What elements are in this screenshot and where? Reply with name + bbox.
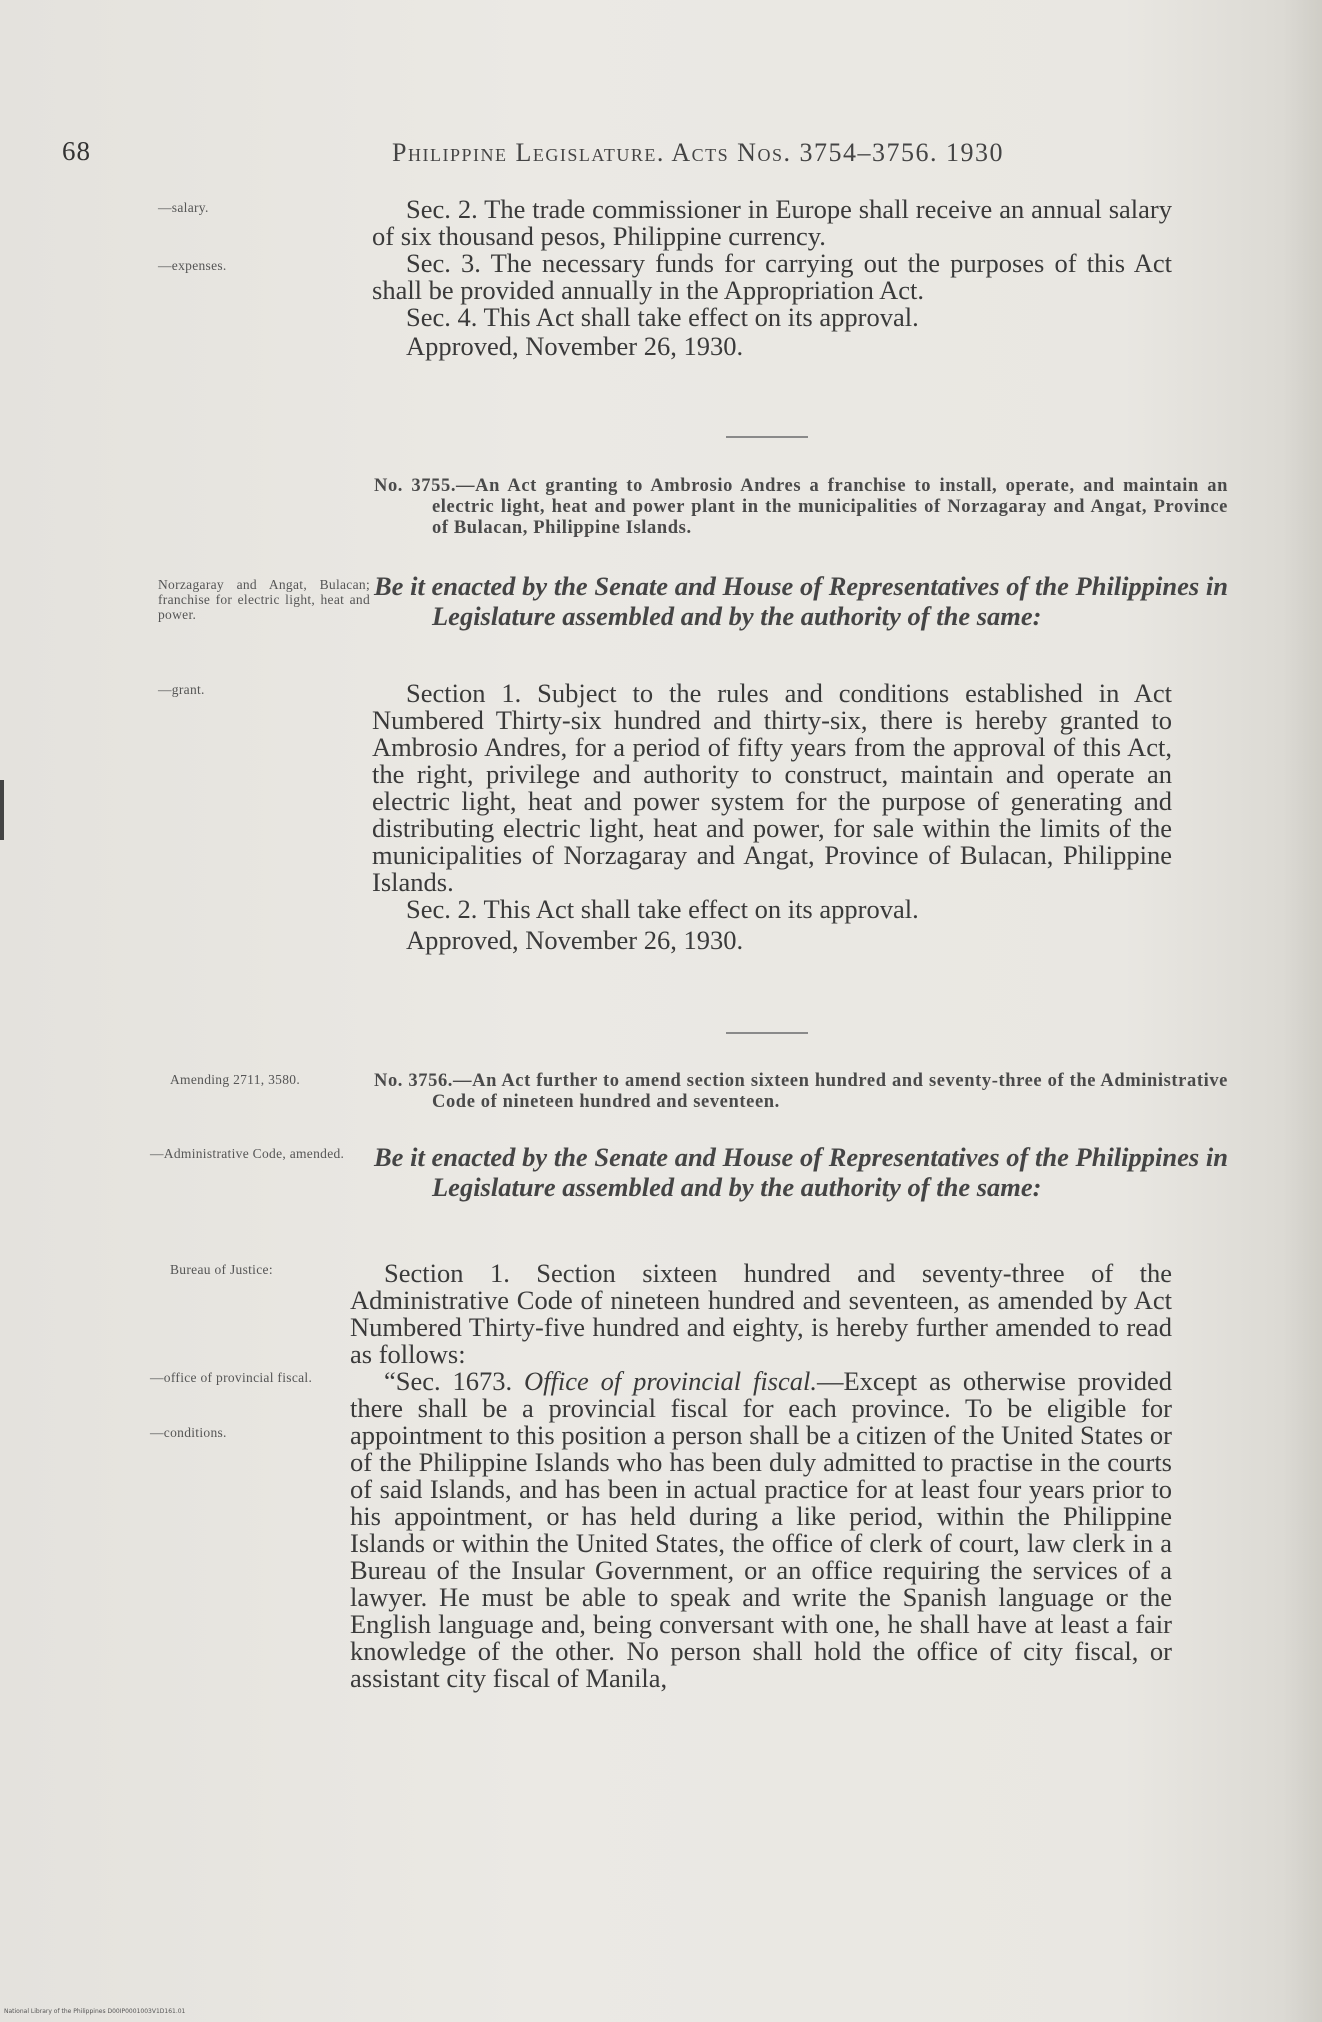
- binding-edge-mark: [0, 780, 4, 840]
- act-3755-enacting-clause: Be it enacted by the Senate and House of Representatives of the Philippines in Legislature assembled and by the authority of the same:: [374, 571, 1228, 631]
- section-divider: [726, 1032, 808, 1034]
- act-3756-enacting-clause: Be it enacted by the Senate and House of Representatives of the Philippines in Legislature assembled and by the authority of the same:: [374, 1142, 1228, 1202]
- margin-note-bureau-of-justice: Bureau of Justice:: [170, 1262, 273, 1277]
- scan-footer: National Library of the Philippines D00IP0001003V1D161.01: [4, 2008, 186, 2015]
- quoted-sec-1673: [350, 1368, 1172, 1692]
- quoted-sec-lead: “Sec. 1673.: [384, 1366, 513, 1396]
- act-3756-body: [350, 1260, 1172, 1692]
- quoted-sec-heading: Office of provincial fiscal.: [524, 1366, 817, 1396]
- margin-note-franchise: Norzagaray and Angat, Bulacan; franchise for electric light, heat and power.: [158, 577, 370, 622]
- sec-4-text: Sec. 4. This Act shall take effect on its approval.: [406, 302, 919, 332]
- margin-note-amending: Amending 2711, 3580.: [170, 1072, 300, 1087]
- margin-note-conditions: —conditions.: [150, 1425, 227, 1440]
- margin-note-salary: —salary.: [158, 200, 209, 215]
- act-3755-body: [372, 680, 1172, 954]
- approved-date: Approved, November 26, 1930.: [406, 331, 744, 361]
- act-3755-approved: Approved, November 26, 1930.: [406, 925, 744, 955]
- act-3756-sec-1: Section 1. Section sixteen hundred and seventy-three of the Administrative Code of nineteen hundred and seventeen, as amended by Act Numbered Thirty-five hundred and eighty, is hereby further amended to read as follows:: [350, 1258, 1172, 1369]
- quoted-sec-body: —Except as otherwise provided there shall be a provincial fiscal for each province. To be eligible for appointment to this position a person shall be a citizen of the United States or of the Philippine Islands who has been duly admitted to practise in the courts of said Islands, and has been in actual practice for at least four years prior to his appointment, or has held during a like period, within the Philippine Islands or within the United States, the office of clerk of court, law clerk in a Bureau of the Insular Government, or an office requiring the services of a lawyer. He must be able to speak and write the Spanish language or the English language and, being conversant with one, he shall have at least a fair knowledge of the other. No person shall hold the office of city fiscal, or assistant city fiscal of Manila,: [350, 1366, 1172, 1693]
- margin-note-admin-code: —Administrative Code, amended.: [150, 1146, 345, 1161]
- act-3755-title: No. 3755.—An Act granting to Ambrosio Andres a franchise to install, operate, and maintain an electric light, heat and power plant in the municipalities of Norzagaray and Angat, Province of Bulacan, Philippine Islands.: [374, 476, 1228, 538]
- running-head: Philippine Legislature. Acts Nos. 3754–3756. 1930: [392, 138, 1004, 167]
- sec-3-text: Sec. 3. The necessary funds for carrying out the purposes of this Act shall be provided annually in the Appropriation Act.: [372, 248, 1172, 305]
- act-3755-sec-2: Sec. 2. This Act shall take effect on its approval.: [406, 894, 919, 924]
- margin-note-expenses: —expenses.: [158, 258, 227, 273]
- sec-2-text: Sec. 2. The trade commissioner in Europe shall receive an annual salary of six thousand pesos, Philippine currency.: [372, 194, 1172, 251]
- section-divider: [726, 436, 808, 438]
- act-3754-tail: [372, 196, 1172, 360]
- page-number: 68: [62, 136, 91, 166]
- act-3756-title: No. 3756.—An Act further to amend section sixteen hundred and seventy-three of the Administrative Code of nineteen hundred and seventeen.: [374, 1071, 1228, 1112]
- margin-note-grant: —grant.: [158, 682, 205, 697]
- margin-note-office-provincial-fiscal: —office of provincial fiscal.: [150, 1370, 313, 1385]
- act-3755-sec-1: Section 1. Subject to the rules and conditions established in Act Numbered Thirty-six hundred and thirty-six, there is hereby granted to Ambrosio Andres, for a period of fifty years from the approval of this Act, the right, privilege and authority to construct, maintain and operate an electric light, heat and power system for the purpose of generating and distributing electric light, heat and power, for sale within the limits of the municipalities of Norzagaray and Angat, Province of Bulacan, Philippine Islands.: [372, 678, 1172, 897]
